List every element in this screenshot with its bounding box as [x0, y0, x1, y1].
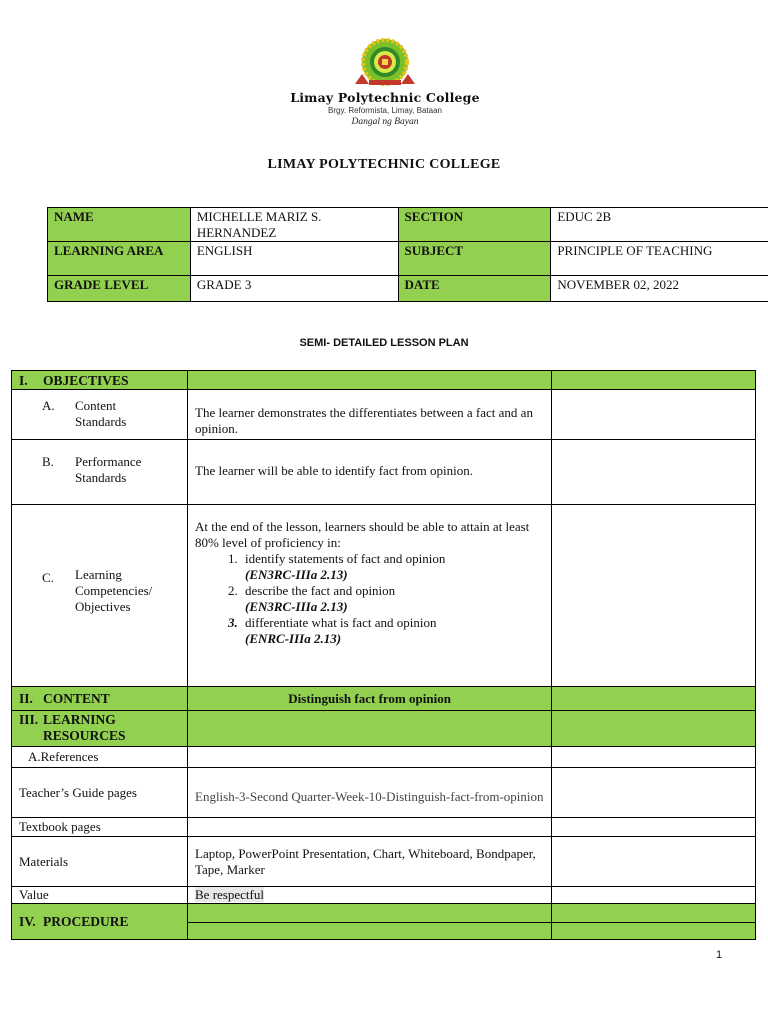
value-label: Value	[12, 887, 188, 904]
lesson-plan-subtitle: SEMI- DETAILED LESSON PLAN	[299, 337, 469, 349]
competency-item	[241, 615, 544, 647]
logo-motto: Dangal ng Bayan	[351, 117, 419, 127]
content-standards-label: Content Standards	[75, 398, 127, 429]
performance-standards-label: Performance Standards	[75, 454, 142, 485]
procedure-label: PROCEDURE	[43, 913, 129, 929]
subject-value: PRINCIPLE OF TEACHING	[551, 242, 768, 276]
college-seal-icon	[290, 38, 480, 90]
info-table	[47, 207, 768, 302]
learning-resources-cell	[188, 711, 552, 747]
competency-code: (EN3RC-IIIa 2.13)	[245, 567, 348, 582]
materials-value: Laptop, PowerPoint Presentation, Chart, Whiteboard, Bondpaper, Tape, Marker	[188, 837, 552, 887]
competencies-list	[195, 551, 544, 647]
competency-code: (EN3RC-IIIa 2.13)	[245, 599, 348, 614]
page-title: LIMAY POLYTECHNIC COLLEGE	[267, 157, 501, 172]
content-label: CONTENT	[43, 690, 110, 706]
content-header-cell-3	[552, 687, 756, 711]
college-logo	[290, 38, 480, 138]
teachers-guide-label: Teacher’s Guide pages	[12, 768, 188, 818]
procedure-num: IV.	[19, 913, 36, 929]
section-value: EDUC 2B	[551, 208, 768, 242]
procedure-cell-b3	[552, 923, 756, 940]
competency-code: (ENRC-IIIa 2.13)	[245, 631, 342, 646]
procedure-header	[12, 904, 188, 940]
content-standards-notes	[552, 390, 756, 440]
performance-standards-text: The learner will be able to identify fact from opinion.	[188, 440, 552, 505]
value-value: Be respectful	[195, 887, 264, 902]
section-label: SECTION	[398, 208, 551, 242]
competencies-label: Learning Competencies/ Objectives	[75, 566, 153, 614]
subject-label: SUBJECT	[398, 242, 551, 276]
procedure-cell-3	[552, 904, 756, 923]
competencies-cell	[188, 505, 552, 687]
references-label: A.References	[12, 747, 188, 768]
logo-address: Brgy. Reformista, Limay, Bataan	[328, 106, 442, 115]
logo-college-name: Limay Polytechnic College	[290, 90, 480, 105]
textbook-label: Textbook pages	[12, 818, 188, 837]
content-value: Distinguish fact from opinion	[188, 687, 552, 711]
teachers-guide-notes	[552, 768, 756, 818]
materials-label: Materials	[12, 837, 188, 887]
learning-resources-cell-3	[552, 711, 756, 747]
learning-area-value: ENGLISH	[190, 242, 398, 276]
objectives-num: I.	[19, 372, 28, 388]
date-label: DATE	[398, 276, 551, 302]
value-notes	[552, 887, 756, 904]
learning-resources-label: LEARNING RESOURCES	[43, 712, 126, 743]
competency-item	[241, 583, 544, 615]
content-num: II.	[19, 690, 33, 706]
textbook-value	[188, 818, 552, 837]
objectives-header-cell	[188, 371, 552, 390]
competency-text: differentiate what is fact and opinion	[245, 615, 437, 630]
competency-item	[241, 551, 544, 583]
competencies-letter: C.	[42, 570, 54, 585]
objectives-label: OBJECTIVES	[43, 372, 129, 388]
references-notes	[552, 747, 756, 768]
materials-notes	[552, 837, 756, 887]
learning-resources-num: III.	[19, 712, 39, 727]
content-standards-letter: A.	[42, 398, 55, 413]
value-cell	[188, 887, 552, 904]
learning-resources-header	[12, 711, 188, 747]
competencies-notes	[552, 505, 756, 687]
content-header	[12, 687, 188, 711]
competencies-intro: At the end of the lesson, learners should be able to attain at least 80% level of proficiency in:	[195, 519, 530, 550]
references-value	[188, 747, 552, 768]
procedure-cell	[188, 904, 552, 923]
date-value: NOVEMBER 02, 2022	[551, 276, 768, 302]
competency-text: identify statements of fact and opinion	[245, 551, 446, 566]
competencies-label-cell	[12, 505, 188, 687]
performance-standards-label-cell	[12, 440, 188, 505]
performance-standards-notes	[552, 440, 756, 505]
objectives-header	[12, 371, 188, 390]
page-number: 1	[716, 949, 723, 961]
performance-standards-letter: B.	[42, 454, 54, 469]
procedure-cell-b	[188, 923, 552, 940]
competency-text: describe the fact and opinion	[245, 583, 396, 598]
lesson-plan-table	[11, 370, 756, 940]
name-value: MICHELLE MARIZ S. HERNANDEZ	[190, 208, 398, 242]
learning-area-label: LEARNING AREA	[48, 242, 191, 276]
textbook-notes	[552, 818, 756, 837]
grade-level-label: GRADE LEVEL	[48, 276, 191, 302]
content-standards-text: The learner demonstrates the differentiates between a fact and an opinion.	[188, 390, 552, 440]
objectives-header-cell-3	[552, 371, 756, 390]
grade-level-value: GRADE 3	[190, 276, 398, 302]
name-label: NAME	[48, 208, 191, 242]
content-standards-label-cell	[12, 390, 188, 440]
teachers-guide-value: English-3-Second Quarter-Week-10-Distinguish-fact-from-opinion	[188, 768, 552, 818]
